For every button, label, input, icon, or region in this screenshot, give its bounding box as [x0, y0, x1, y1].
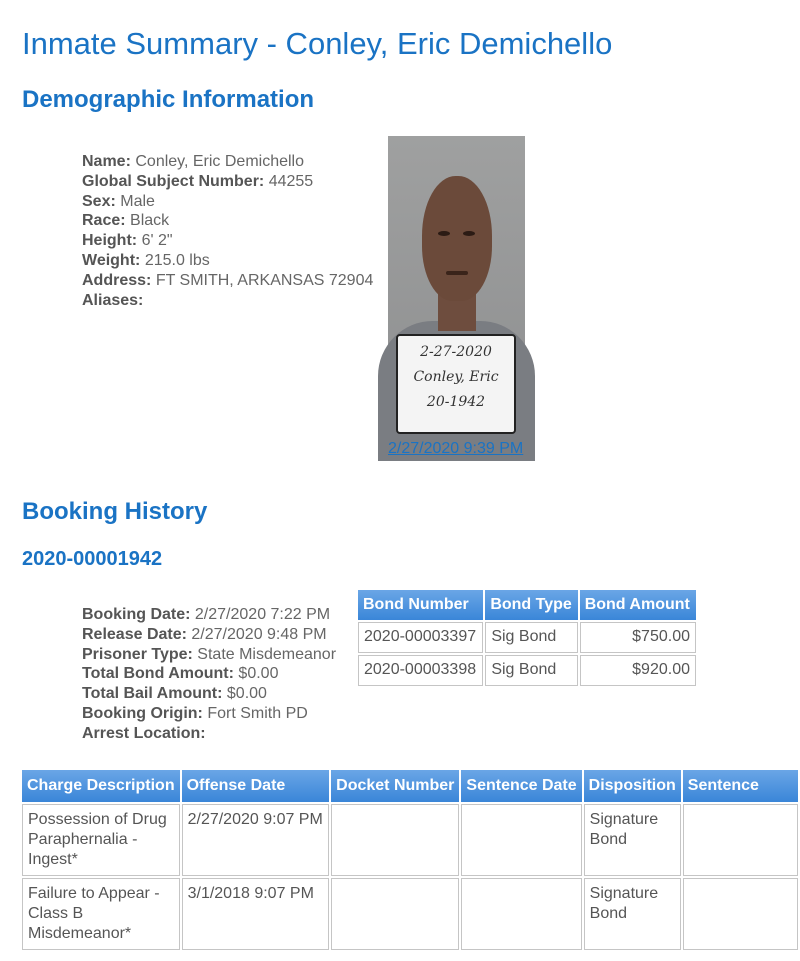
field-arrest-location: Arrest Location: — [82, 724, 206, 742]
col-sentence: Sentence — [683, 770, 798, 802]
col-sentence-date: Sentence Date — [461, 770, 581, 802]
col-disposition: Disposition — [584, 770, 681, 802]
photo-date-link[interactable]: 2/27/2020 9:39 PM — [388, 440, 524, 457]
bond-amount-cell: $920.00 — [580, 655, 696, 686]
mugshot-photo[interactable] — [388, 136, 525, 439]
bond-amount-cell: $750.00 — [580, 622, 696, 653]
sentence-cell — [683, 878, 798, 950]
placard-date: 2-27-2020 — [420, 344, 492, 360]
col-docket-number: Docket Number — [331, 770, 459, 802]
table-row — [22, 804, 798, 876]
sentence-date-cell — [461, 878, 581, 950]
field-name: Name: Conley, Eric Demichello — [82, 153, 305, 170]
docket-number-cell — [331, 804, 459, 876]
charge-description-cell: Possession of Drug Paraphernalia - Ingest* — [22, 804, 180, 876]
field-prisoner-type: Prisoner Type: State Misdemeanor — [82, 645, 337, 663]
col-bond-type: Bond Type — [485, 590, 577, 620]
field-booking-date: Booking Date: 2/27/2020 7:22 PM — [82, 606, 331, 623]
field-sex: Sex: Male — [82, 192, 155, 210]
table-row — [22, 878, 798, 950]
sentence-date-cell — [461, 804, 581, 876]
field-release-date: Release Date: 2/27/2020 9:48 PM — [82, 625, 327, 643]
table-row — [358, 622, 696, 653]
booking-placard — [396, 334, 516, 434]
demographic-heading: Demographic Information — [22, 86, 315, 113]
field-global-subject-number: Global Subject Number: 44255 — [82, 172, 314, 190]
offense-date-cell: 3/1/2018 9:07 PM — [182, 878, 330, 950]
sentence-cell — [683, 804, 798, 876]
field-total-bond-amount: Total Bond Amount: $0.00 — [82, 665, 279, 683]
booking-history-heading: Booking History — [22, 498, 208, 525]
bond-type-cell: Sig Bond — [485, 655, 577, 686]
photo-eye — [463, 231, 475, 236]
field-booking-origin: Booking Origin: Fort Smith PD — [82, 704, 308, 722]
disposition-cell: Signature Bond — [584, 804, 681, 876]
photo-head — [422, 176, 492, 301]
placard-number: 20-1942 — [426, 394, 486, 410]
charge-description-cell: Failure to Appear - Class B Misdemeanor* — [22, 878, 180, 950]
offense-date-cell: 2/27/2020 9:07 PM — [182, 804, 330, 876]
booking-number: 2020-00001942 — [22, 548, 163, 570]
field-weight: Weight: 215.0 lbs — [82, 251, 210, 269]
charges-container — [20, 768, 759, 961]
booking-info — [82, 605, 336, 744]
col-offense-date: Offense Date — [182, 770, 330, 802]
charges-table — [20, 768, 800, 952]
demographic-info — [82, 152, 373, 310]
table-row — [358, 655, 696, 686]
disposition-cell: Signature Bond — [584, 878, 681, 950]
col-bond-amount: Bond Amount — [580, 590, 696, 620]
field-race: Race: Black — [82, 212, 170, 230]
col-bond-number: Bond Number — [358, 590, 483, 620]
photo-mouth — [446, 271, 468, 275]
field-height: Height: 6' 2" — [82, 232, 173, 250]
field-total-bail-amount: Total Bail Amount: $0.00 — [82, 685, 267, 703]
bond-header-row — [358, 590, 696, 620]
col-charge-description: Charge Description — [22, 770, 180, 802]
photo-eye — [438, 231, 450, 236]
bond-number-cell: 2020-00003398 — [358, 655, 483, 686]
bond-type-cell: Sig Bond — [485, 622, 577, 653]
field-aliases: Aliases: — [82, 291, 144, 309]
docket-number-cell — [331, 878, 459, 950]
field-address: Address: FT SMITH, ARKANSAS 72904 — [82, 271, 374, 289]
placard-name: Conley, Eric — [413, 369, 499, 385]
charges-header-row — [22, 770, 798, 802]
page-title: Inmate Summary - Conley, Eric Demichello — [22, 26, 613, 61]
bond-number-cell: 2020-00003397 — [358, 622, 483, 653]
bond-table — [356, 588, 698, 688]
